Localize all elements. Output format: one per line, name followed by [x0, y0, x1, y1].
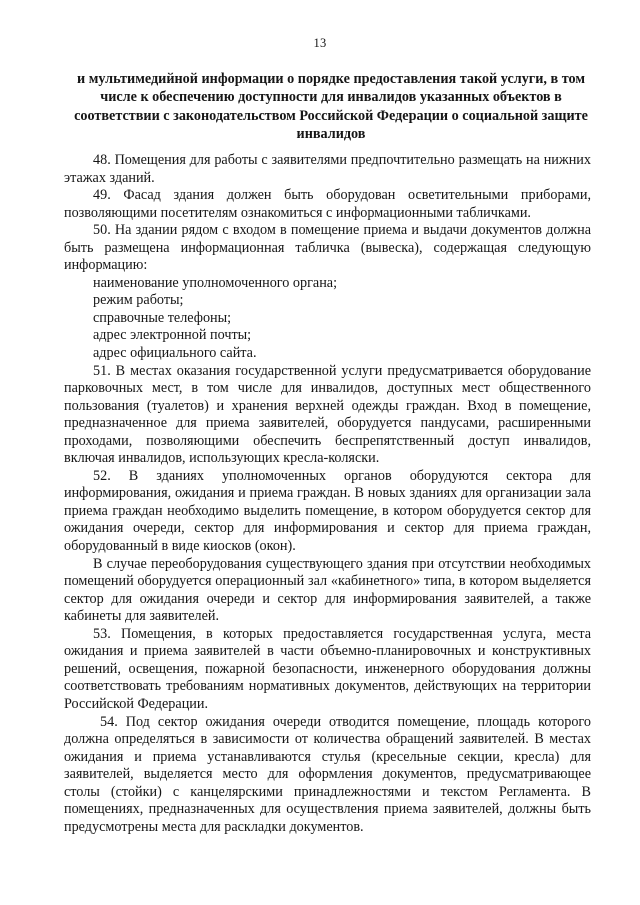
paragraph-48: 48. Помещения для работы с заявителями предпочтительно размещать на нижних этажах зданий.: [64, 152, 591, 186]
document-body: [64, 152, 591, 836]
signage-info-list: [64, 275, 591, 363]
page-number: 13: [313, 36, 327, 50]
paragraph-50: 50. На здании рядом с входом в помещение приема и выдачи документов должна быть размещена информационная табличка (вывеска), содержащая следующую информацию:: [64, 222, 591, 274]
list-item: адрес официального сайта.: [93, 345, 257, 362]
list-item: адрес электронной почты;: [93, 327, 252, 344]
paragraph-49: 49. Фасад здания должен быть оборудован осветительными приборами, позволяющими посетителям ознакомиться с информационными табличками.: [64, 187, 591, 221]
paragraph-51: 51. В местах оказания государственной услуги предусматривается оборудование парковочных мест, в том числе для инвалидов, доступных мест общественного пользования (туалетов) и хранения верхней одежды граждан. Вход в помещение, предназначенное для приема заявителей, оборудуется пандусами, расширенными проходами, позволяющими обеспечить беспрепятственный доступ инвалидов, включая инвалидов, использующих кресла-коляски.: [64, 362, 591, 467]
paragraph-52-continued: В случае переоборудования существующего здания при отсутствии необходимых помещений оборудуется операционный зал «кабинетного» типа, в котором выделяется сектор для ожидания очереди и сектор для информирования заявителей, а также кабинеты для заявителей.: [64, 555, 591, 625]
paragraph-54: 54. Под сектор ожидания очереди отводится помещение, площадь которого должна определяться в зависимости от количества обращений заявителей. В местах ожидания и приема устанавливаются стулья (кресельные секции, кресла) для заявителей, выделяется место для оформления документов, предусматривающее столы (стойки) с канцелярскими принадлежностями и текстом Регламента. В помещениях, предназначенных для осуществления приема заявителей, должны быть предусмотрены места для раскладки документов.: [64, 713, 591, 835]
list-item: справочные телефоны;: [93, 309, 232, 326]
paragraph-53: 53. Помещения, в которых предоставляется государственная услуга, места ожидания и приема заявителей в части объемно-планировочных и конструктивных решений, освещения, пожарной безопасности, инженерного оборудования должны соответствовать требованиям нормативных документов, действующих на территории Российской Федерации.: [64, 625, 591, 712]
list-item: режим работы;: [93, 292, 184, 309]
section-heading: и мультимедийной информации о порядке предоставления такой услуги, в том числе к обеспечению доступности для инвалидов указанных объектов в соответствии с законодательством Российской Федерации о социальной защите инвалидов: [74, 71, 588, 143]
list-item: наименование уполномоченного органа;: [93, 274, 338, 291]
paragraph-52: 52. В зданиях уполномоченных органов оборудуются сектора для информирования, ожидания и приема граждан. В новых зданиях для организации зала приема граждан необходимо выделить помещение, в котором оборудуется сектор для ожидания очереди, сектор для информирования и сектор для приема граждан, оборудованный в виде киосков (окон).: [64, 467, 591, 555]
